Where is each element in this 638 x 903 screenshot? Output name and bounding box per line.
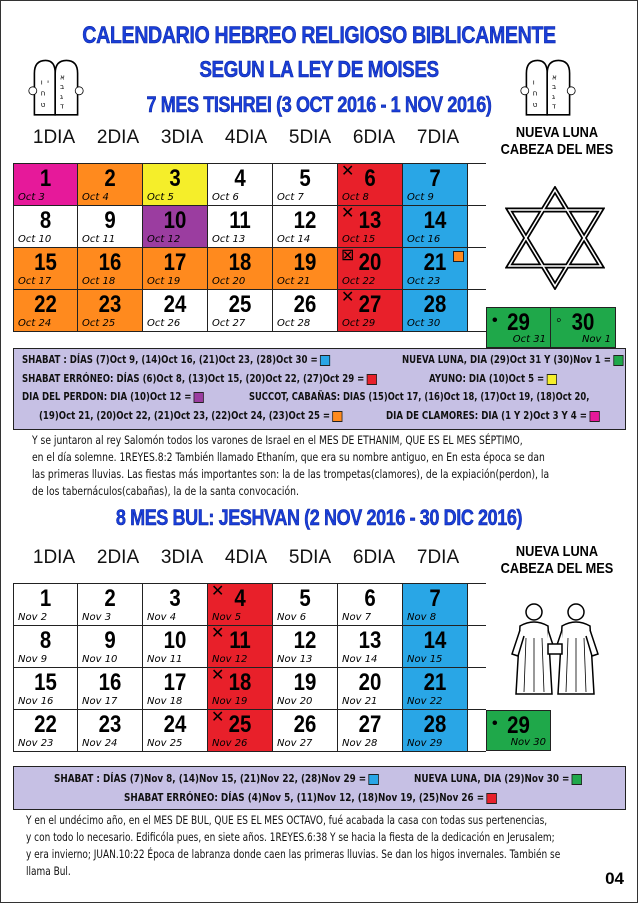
gregorian-date: Oct 20 <box>212 276 246 287</box>
month1-grid <box>13 163 486 332</box>
legend-text: DIA DE CLAMORES: DIA (1 Y 2)Oct 3 Y 4 = <box>386 409 587 422</box>
day-cell <box>143 584 208 625</box>
gregorian-date: Oct 15 <box>342 234 376 245</box>
day-number: 22 <box>34 291 57 318</box>
day-number: 12 <box>293 207 317 234</box>
gregorian-date: Oct 30 <box>407 318 441 329</box>
day-number: 21 <box>423 669 447 696</box>
svg-text:י: י <box>47 77 49 87</box>
day-cell <box>403 164 468 205</box>
day-cell <box>403 248 468 289</box>
day-header-1: 1DIA <box>32 127 76 148</box>
new-moon-day-cell <box>486 710 551 751</box>
gregorian-date: Oct 25 <box>82 318 116 329</box>
gregorian-date: Nov 19 <box>212 696 248 707</box>
legend-line <box>22 372 377 385</box>
legend-line <box>249 390 589 403</box>
gregorian-date: Nov 27 <box>277 738 313 749</box>
day-cell <box>78 248 143 289</box>
gregorian-date: Oct 29 <box>342 318 376 329</box>
month2-legend <box>13 766 626 810</box>
nueva-luna-header <box>498 124 615 158</box>
day-cell <box>143 164 208 205</box>
gregorian-date: Nov 1 <box>581 334 611 345</box>
day-number: 11 <box>229 627 251 654</box>
day-cell <box>338 710 403 751</box>
legend-text: NUEVA LUNA, DIA (29)Oct 31 Y (30)Nov 1 = <box>402 353 611 366</box>
legend-color-box <box>589 411 599 422</box>
day-cell <box>403 626 468 667</box>
nueva-luna-label: NUEVA LUNA <box>515 543 599 560</box>
day-number: 18 <box>228 669 252 696</box>
day-cell <box>208 710 273 751</box>
legend-line <box>22 390 204 403</box>
new-moon-day-cell <box>486 307 551 348</box>
gregorian-date: Nov 4 <box>147 612 177 623</box>
day-number: 21 <box>423 249 447 276</box>
week-row <box>13 668 486 710</box>
month1-new-moon-cells <box>486 307 616 348</box>
day-number: 2 <box>104 585 116 612</box>
month1-title: 7 MES TISHREI (3 OCT 2016 - 1 NOV 2016) <box>146 92 492 117</box>
day-number: 20 <box>358 669 382 696</box>
day-header-3: 3DIA <box>160 127 204 148</box>
gregorian-date: Oct 4 <box>82 192 109 203</box>
day-number: 17 <box>163 669 187 696</box>
svg-text:א: א <box>552 72 557 82</box>
svg-text:ח: ח <box>40 88 46 98</box>
description-line: en el día solemne. 1REYES.8:2 También llamado Ethaním, que era su nombre antiguo, en En esta época se dan <box>32 450 545 464</box>
day-number: 6 <box>364 165 376 192</box>
gregorian-date: Nov 20 <box>277 696 313 707</box>
two-figures-icon <box>510 598 600 698</box>
day-cell <box>273 164 338 205</box>
svg-text:ח: ח <box>532 88 538 98</box>
day-cell <box>143 626 208 667</box>
day-cell <box>78 626 143 667</box>
day-header-2: 2DIA <box>96 547 140 568</box>
description-line: y era invierno; JUAN.10:22 Época de labranza donde caen las primeras lluvias. Se dan los higos invernales. También se <box>26 847 561 861</box>
day-number: 6 <box>364 585 376 612</box>
gregorian-date: Nov 14 <box>342 654 378 665</box>
day-cell <box>338 290 403 331</box>
day-cell <box>208 206 273 247</box>
moon-dot-icon: • <box>492 715 498 732</box>
legend-line <box>414 772 582 785</box>
gregorian-date: Oct 6 <box>212 192 239 203</box>
cabeza-del-mes-label: CABEZA DEL MES <box>500 560 614 577</box>
gregorian-date: Nov 17 <box>82 696 118 707</box>
day-cell <box>273 668 338 709</box>
day-cell <box>13 206 78 247</box>
legend-line <box>124 791 497 804</box>
legend-text: (19)Oct 21, (20)Oct 22, (21)Oct 23, (22)Oct 24, (23)Oct 25 = <box>39 409 331 422</box>
svg-text:ג: ג <box>552 91 555 101</box>
legend-color-box <box>486 793 496 804</box>
day-number: 14 <box>423 207 447 234</box>
month2-header-row <box>22 540 470 576</box>
svg-text:ו: ו <box>40 77 43 87</box>
day-number: 27 <box>358 291 382 318</box>
day-header-7: 7DIA <box>416 127 460 148</box>
day-header-5: 5DIA <box>288 547 332 568</box>
day-cell <box>273 290 338 331</box>
day-cell <box>13 164 78 205</box>
day-number: 7 <box>429 165 441 192</box>
day-cell <box>13 290 78 331</box>
description-line: Y en el undécimo año, en el MES DE BUL, QUE ES EL MES OCTAVO, fué acabada la casa con todas sus pertenencias, <box>26 813 548 827</box>
day-cell <box>208 290 273 331</box>
svg-text:ו: ו <box>532 77 535 87</box>
legend-line <box>386 409 599 422</box>
day-cell <box>273 626 338 667</box>
svg-text:ד: ד <box>552 101 556 111</box>
cross-mark-icon: ✕ <box>211 667 225 684</box>
legend-color-box <box>572 774 582 785</box>
month2-new-moon-cells <box>486 710 551 751</box>
legend-color-box <box>547 374 557 385</box>
week-row <box>13 206 486 248</box>
gregorian-date: Oct 10 <box>18 234 52 245</box>
tablets-of-law-icon <box>520 36 576 136</box>
legend-color-box <box>367 374 377 385</box>
day-number: 8 <box>39 627 52 654</box>
day-number: 29 <box>507 712 530 739</box>
month1-legend <box>13 348 626 430</box>
day-cell <box>13 668 78 709</box>
page-number: 04 <box>605 869 624 888</box>
day-number: 28 <box>423 711 447 738</box>
legend-color-box <box>369 774 379 785</box>
day-cell <box>338 584 403 625</box>
legend-color-box <box>320 355 330 366</box>
gregorian-date: Nov 9 <box>18 654 48 665</box>
day-cell <box>78 206 143 247</box>
description-line: y con todo lo necesario. Edificóla pues, en siete años. 1REYES.6:38 Y se hacia la fiesta de la dedicación en Jerusalem; <box>26 830 555 844</box>
new-moon-day-cell <box>551 307 616 348</box>
day-number: 24 <box>163 291 187 318</box>
day-header-1: 1DIA <box>32 547 76 568</box>
day-cell <box>403 668 468 709</box>
svg-text:א: א <box>60 72 65 82</box>
description-line: de los tabernáculos(cabañas), la de la santa convocación. <box>32 484 299 498</box>
gregorian-date: Nov 8 <box>407 612 437 623</box>
day-header-4: 4DIA <box>224 127 268 148</box>
gregorian-date: Oct 27 <box>212 318 246 329</box>
gregorian-date: Nov 26 <box>212 738 248 749</box>
day-header-7: 7DIA <box>416 547 460 568</box>
day-cell <box>273 248 338 289</box>
day-number: 10 <box>163 207 187 234</box>
day-number: 4 <box>234 585 246 612</box>
day-cell <box>78 668 143 709</box>
day-cell <box>143 710 208 751</box>
day-header-2: 2DIA <box>96 127 140 148</box>
legend-color-box <box>613 355 623 366</box>
day-number: 16 <box>98 249 122 276</box>
month2-grid <box>13 583 486 752</box>
day-header-6: 6DIA <box>352 127 396 148</box>
day-cell <box>143 290 208 331</box>
day-number: 17 <box>163 249 187 276</box>
gregorian-date: Oct 3 <box>18 192 45 203</box>
gregorian-date: Nov 16 <box>18 696 54 707</box>
day-number: 10 <box>163 627 187 654</box>
legend-text: SHABAT : DÍAS (7)Nov 8, (14)Nov 15, (21)Nov 22, (28)Nov 29 = <box>54 772 367 785</box>
day-cell <box>208 164 273 205</box>
gregorian-date: Nov 21 <box>342 696 378 707</box>
gregorian-date: Oct 31 <box>512 334 546 345</box>
day-number: 3 <box>169 585 181 612</box>
month2-description <box>26 812 616 880</box>
day-cell <box>208 668 273 709</box>
gregorian-date: Oct 9 <box>407 192 434 203</box>
cabeza-del-mes-label: CABEZA DEL MES <box>500 141 614 158</box>
legend-line <box>54 772 379 785</box>
week-row <box>13 164 486 206</box>
gregorian-date: Nov 2 <box>18 612 48 623</box>
week-row <box>13 710 486 752</box>
day-number: 12 <box>293 627 317 654</box>
day-cell <box>143 668 208 709</box>
week-row <box>13 290 486 332</box>
gregorian-date: Oct 7 <box>277 192 304 203</box>
gregorian-date: Nov 3 <box>82 612 112 623</box>
day-number: 24 <box>163 711 187 738</box>
day-number: 27 <box>358 711 382 738</box>
day-number: 8 <box>39 207 52 234</box>
star-of-david-icon <box>505 186 605 290</box>
cross-mark-icon: ✕ <box>211 583 225 600</box>
day-cell <box>403 290 468 331</box>
legend-line <box>39 409 343 422</box>
moon-dot-icon: ◦ <box>556 312 562 329</box>
day-cell <box>338 206 403 247</box>
svg-text:ב: ב <box>552 82 557 92</box>
description-line: llama Bul. <box>26 864 71 878</box>
month1-header-row <box>22 120 470 156</box>
day-number: 19 <box>293 249 317 276</box>
cross-mark-icon: ✕ <box>211 625 225 642</box>
gregorian-date: Nov 25 <box>147 738 183 749</box>
gregorian-date: Nov 6 <box>277 612 307 623</box>
svg-text:ט: ט <box>532 99 538 109</box>
gregorian-date: Nov 24 <box>82 738 118 749</box>
gregorian-date: Oct 12 <box>147 234 181 245</box>
day-number: 29 <box>507 309 530 336</box>
day-cell <box>403 584 468 625</box>
day-cell <box>13 248 78 289</box>
gregorian-date: Oct 14 <box>277 234 311 245</box>
day-cell <box>403 710 468 751</box>
boxed-cross-icon: ⊠ <box>341 247 355 264</box>
week-row <box>13 248 486 290</box>
day-cell <box>403 206 468 247</box>
day-number: 28 <box>423 291 447 318</box>
day-number: 22 <box>34 711 57 738</box>
month1-description <box>32 432 622 500</box>
day-number: 25 <box>228 291 252 318</box>
gregorian-date: Nov 30 <box>510 737 546 748</box>
day-cell <box>338 626 403 667</box>
gregorian-date: Nov 7 <box>342 612 372 623</box>
gregorian-date: Nov 11 <box>147 654 183 665</box>
legend-text: SHABAT ERRÓNEO: DÍAS (4)Nov 5, (11)Nov 12, (18)Nov 19, (25)Nov 26 = <box>124 791 485 804</box>
day-cell <box>273 584 338 625</box>
day-cell <box>208 248 273 289</box>
gregorian-date: Oct 21 <box>277 276 311 287</box>
legend-line <box>402 353 623 366</box>
day-number: 30 <box>571 309 595 336</box>
legend-text: SHABAT : DÍAS (7)Oct 9, (14)Oct 16, (21)Oct 23, (28)Oct 30 = <box>22 353 318 366</box>
gregorian-date: Nov 22 <box>407 696 443 707</box>
day-cell <box>338 164 403 205</box>
legend-text: AYUNO: DIA (10)Oct 5 = <box>429 372 545 385</box>
week-row <box>13 584 486 626</box>
cross-mark-icon: ✕ <box>341 289 355 306</box>
gregorian-date: Oct 18 <box>82 276 116 287</box>
gregorian-date: Oct 17 <box>18 276 52 287</box>
day-number: 23 <box>98 711 122 738</box>
day-cell <box>273 206 338 247</box>
day-cell <box>273 710 338 751</box>
gregorian-date: Nov 18 <box>147 696 183 707</box>
day-header-5: 5DIA <box>288 127 332 148</box>
day-number: 7 <box>429 585 441 612</box>
legend-text: DIA DEL PERDON: DIA (10)Oct 12 = <box>22 390 192 403</box>
day-number: 5 <box>299 165 311 192</box>
gregorian-date: Oct 24 <box>18 318 52 329</box>
svg-text:ב: ב <box>60 82 65 92</box>
day-cell <box>208 584 273 625</box>
day-number: 25 <box>228 711 252 738</box>
week-row <box>13 626 486 668</box>
cross-mark-icon: ✕ <box>341 205 355 222</box>
day-header-6: 6DIA <box>352 547 396 568</box>
legend-text: NUEVA LUNA, DIA (29)Nov 30 = <box>414 772 570 785</box>
gregorian-date: Nov 28 <box>342 738 378 749</box>
gregorian-date: Nov 10 <box>82 654 118 665</box>
description-line: Y se juntaron al rey Salomón todos los varones de Israel en el MES DE ETHANIM, QUE ES EL MES SÉPTIMO, <box>32 433 523 447</box>
day-number: 26 <box>293 291 317 318</box>
legend-color-box <box>332 411 342 422</box>
day-number: 4 <box>234 165 246 192</box>
gregorian-date: Oct 19 <box>147 276 181 287</box>
nueva-luna-label: NUEVA LUNA <box>515 124 599 141</box>
day-cell <box>143 206 208 247</box>
nueva-luna-header-2 <box>498 543 615 577</box>
subtitle: SEGUN LA LEY DE MOISES <box>199 56 439 82</box>
gregorian-date: Oct 28 <box>277 318 311 329</box>
moon-dot-icon: • <box>492 312 498 329</box>
day-number: 15 <box>34 249 57 276</box>
gregorian-date: Oct 26 <box>147 318 181 329</box>
day-header-4: 4DIA <box>224 547 268 568</box>
day-cell <box>208 626 273 667</box>
gregorian-date: Nov 5 <box>212 612 242 623</box>
gregorian-date: Oct 23 <box>407 276 441 287</box>
day-number: 23 <box>98 291 122 318</box>
day-cell <box>338 248 403 289</box>
legend-text: SUCCOT, CABAÑAS: DIAS (15)Oct 17, (16)Oct 18, (17)Oct 19, (18)Oct 20, <box>249 390 590 403</box>
day-cell <box>338 668 403 709</box>
gregorian-date: Oct 16 <box>407 234 441 245</box>
day-cell <box>13 626 78 667</box>
gregorian-date: Oct 13 <box>212 234 246 245</box>
day-number: 1 <box>39 585 52 612</box>
day-cell <box>78 164 143 205</box>
day-cell <box>78 710 143 751</box>
gregorian-date: Nov 23 <box>18 738 54 749</box>
day-cell <box>143 248 208 289</box>
legend-text: SHABAT ERRÓNEO: DÍAS (6)Oct 8, (13)Oct 15, (20)Oct 22, (27)Oct 29 = <box>22 372 365 385</box>
gregorian-date: Oct 8 <box>342 192 369 203</box>
day-number: 1 <box>39 165 52 192</box>
day-number: 18 <box>228 249 252 276</box>
day-number: 11 <box>229 207 251 234</box>
day-number: 13 <box>358 207 382 234</box>
day-number: 14 <box>423 627 447 654</box>
description-line: las primeras lluvias. Las fiestas más importantes son: la de las trompetas(clamores), de la expiación(perdon), la <box>32 467 550 481</box>
day-number: 3 <box>169 165 181 192</box>
gregorian-date: Oct 11 <box>82 234 116 245</box>
day-number: 15 <box>34 669 57 696</box>
month2-title: 8 MES BUL: JESHVAN (2 NOV 2016 - 30 DIC 2016) <box>115 505 523 530</box>
svg-text:ד: ד <box>60 101 64 111</box>
day-number: 19 <box>293 669 317 696</box>
day-cell <box>13 584 78 625</box>
cross-mark-icon: ✕ <box>211 709 225 726</box>
gregorian-date: Nov 12 <box>212 654 248 665</box>
gregorian-date: Oct 5 <box>147 192 174 203</box>
legend-color-box <box>194 392 204 403</box>
day-cell <box>13 710 78 751</box>
day-number: 5 <box>299 585 311 612</box>
day-number: 16 <box>98 669 122 696</box>
gregorian-date: Nov 29 <box>407 738 443 749</box>
gregorian-date: Nov 15 <box>407 654 443 665</box>
day-number: 9 <box>104 207 116 234</box>
color-square-marker <box>453 251 464 262</box>
day-number: 26 <box>293 711 317 738</box>
gregorian-date: Oct 22 <box>342 276 376 287</box>
gregorian-date: Nov 13 <box>277 654 313 665</box>
day-number: 20 <box>358 249 382 276</box>
svg-text:ט: ט <box>40 99 46 109</box>
cross-mark-icon: ✕ <box>341 163 355 180</box>
svg-text:ג: ג <box>60 91 63 101</box>
day-number: 2 <box>104 165 116 192</box>
day-number: 13 <box>358 627 382 654</box>
day-header-3: 3DIA <box>160 547 204 568</box>
legend-line <box>22 353 330 366</box>
legend-line <box>429 372 557 385</box>
main-title: CALENDARIO HEBREO RELIGIOSO BIBLICAMENTE <box>82 22 556 49</box>
day-cell <box>78 584 143 625</box>
day-number: 9 <box>104 627 116 654</box>
day-cell <box>78 290 143 331</box>
